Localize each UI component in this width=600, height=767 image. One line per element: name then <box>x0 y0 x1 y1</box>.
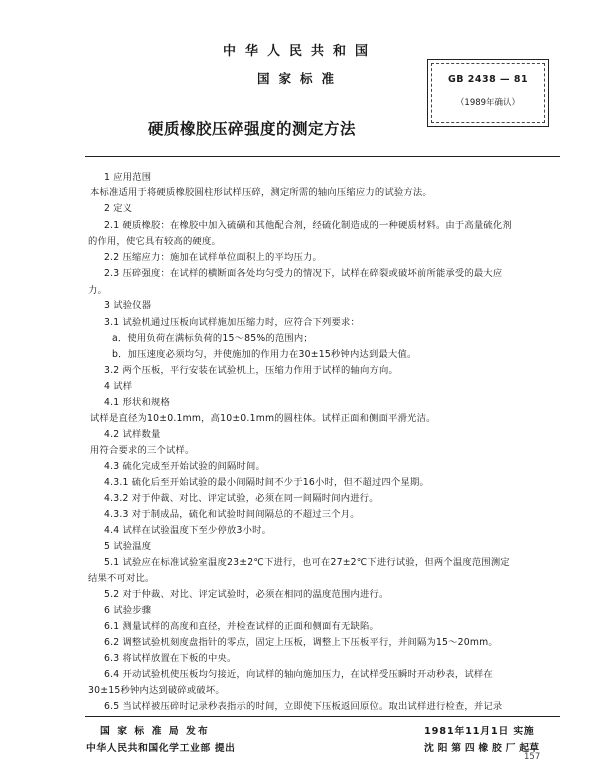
section-heading: 3 试验仪器 <box>104 300 152 311</box>
section-heading: 5 试验温度 <box>104 541 152 552</box>
list-item: b．加压速度必须均匀，并使施加的作用力在30±15秒钟内达到最大值。 <box>112 349 417 360</box>
paragraph-line: 6.5 当试样被压碎时记录秒表指示的时间，立即使下压板返回原位。取出试样进行检查，并记录 <box>104 701 503 712</box>
paragraph-line: 用符合要求的三个试样。 <box>90 445 195 456</box>
paragraph-line: 试样是直径为10±0.1mm，高10±0.1mm的圆柱体。试样正面和侧面平滑光洁。 <box>90 413 436 424</box>
header-divider <box>85 156 560 157</box>
paragraph-line: 4.3 硫化完成至开始试验的间隔时间。 <box>104 461 265 472</box>
drafter-line: 沈 阳 第 四 橡 胶 厂 起草 <box>424 743 540 754</box>
paragraph-line: 4.3.2 对于仲裁、对比、评定试验，必须在同一间隔时间内进行。 <box>104 493 379 504</box>
paragraph-line: 3.1 试验机通过压板向试样施加压缩力时，应符合下列要求： <box>104 317 360 328</box>
standard-type-heading: 国家标准 <box>256 71 343 86</box>
standard-code-box <box>427 59 549 127</box>
paragraph-line: 结果不可对比。 <box>88 573 155 584</box>
paragraph-line: 30±15秒钟内达到破碎或破坏。 <box>88 685 225 696</box>
section-heading: 4 试样 <box>104 381 133 392</box>
paragraph-line: 的作用，使它具有较高的硬度。 <box>88 236 221 247</box>
section-heading: 4.1 形状和规格 <box>104 397 171 408</box>
paragraph-line: 3.2 两个压板，平行安装在试验机上，压缩力作用于试样的轴向方向。 <box>104 365 398 376</box>
proposer-line: 中华人民共和国化学工业部 提出 <box>86 743 236 754</box>
paragraph-line: 2.3 压碎强度：在试样的横断面各处均匀受力的情况下，试样在碎裂或破坏前所能承受的最大应 <box>104 268 503 279</box>
list-item: a．使用负荷在满标负荷的15～85%的范围内； <box>112 333 313 344</box>
issuer-line: 国 家 标 准 局 发布 <box>100 726 210 737</box>
paragraph-line: 力。 <box>88 285 107 296</box>
paragraph-line: 4.3.3 对于制成品，硫化和试验时间间隔总的不超过三个月。 <box>104 509 360 520</box>
paragraph-line: 6.1 测量试样的高度和直径，并检查试样的正面和侧面有无缺陷。 <box>104 621 379 632</box>
section-heading: 2 定义 <box>104 203 133 214</box>
paragraph-line: 6.3 将试样放置在下板的中央。 <box>104 653 237 664</box>
document-title: 硬质橡胶压碎强度的测定方法 <box>148 120 357 138</box>
paragraph-line: 4.3.1 硫化后至开始试验的最小间隔时间不少于16小时，但不超过四个星期。 <box>104 477 429 488</box>
standard-code: GB 2438 — 81 <box>447 74 529 85</box>
paragraph-line: 6.2 调整试验机刻度盘指针的零点，固定上压板，调整上下压板平行，并间隔为15～20mm。 <box>104 637 498 648</box>
paragraph-line: 5.2 对于仲裁、对比、评定试验时，必须在相同的温度范围内进行。 <box>104 589 389 600</box>
paragraph-line: 2.2 压缩应力：施加在试样单位面积上的平均压力。 <box>104 252 322 263</box>
paragraph-line: 本标准适用于将硬质橡胶圆柱形试样压碎，测定所需的轴向压缩应力的试验方法。 <box>90 187 432 198</box>
effective-date: 1981年11月1日 实施 <box>424 726 535 737</box>
paragraph-line: 4.4 试样在试验温度下至少停放3小时。 <box>104 525 272 536</box>
paragraph-line: 6.4 开动试验机使压板均匀接近，向试样的轴向施加压力，在试样受压瞬时开动秒表，试样在 <box>104 669 493 680</box>
section-heading: 4.2 试样数量 <box>104 429 161 440</box>
country-heading: 中华人民共和国 <box>222 44 377 59</box>
paragraph-line: 5.1 试验应在标准试验室温度23±2℃下进行，也可在27±2℃下进行试验，但两个温度范围测定 <box>104 557 510 568</box>
footer-divider <box>85 716 560 717</box>
section-heading: 6 试验步骤 <box>104 605 152 616</box>
paragraph-line: 2.1 硬质橡胶：在橡胶中加入硫磺和其他配合剂，经硫化制造成的一种硬质材料。由于高量硫化剂 <box>104 220 512 231</box>
page-number: 157 <box>524 752 541 762</box>
section-heading: 1 应用范围 <box>104 172 152 183</box>
confirmation-note: （1989年确认） <box>455 98 521 108</box>
